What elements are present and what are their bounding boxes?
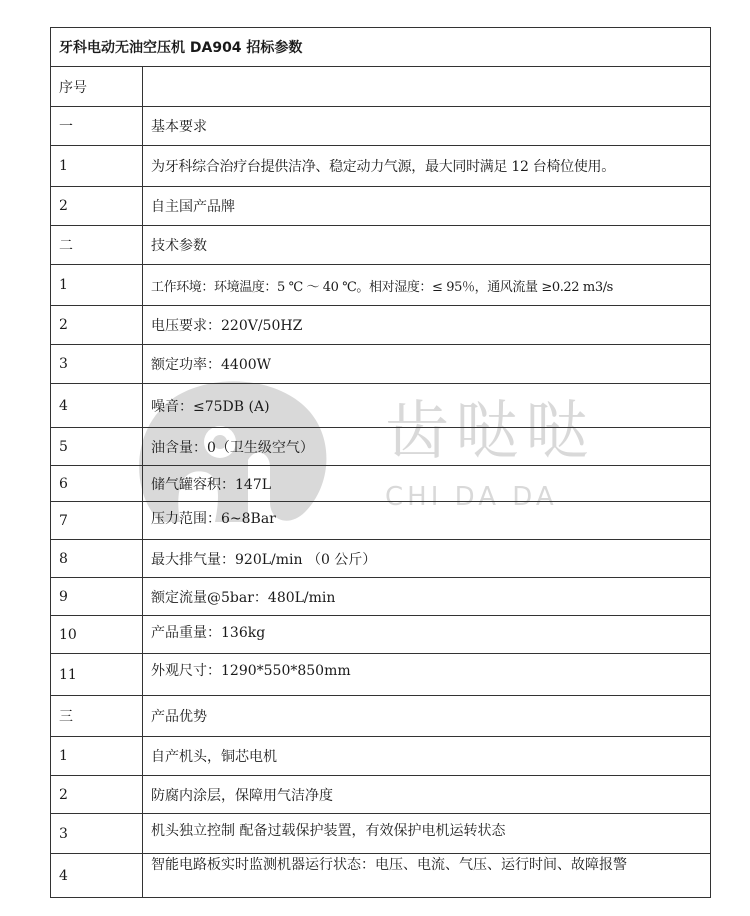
table-row — [51, 466, 711, 502]
table-row — [51, 502, 711, 540]
table-row — [51, 428, 711, 466]
table-row — [51, 814, 711, 854]
table-row — [51, 696, 711, 737]
table-row — [51, 187, 711, 226]
watermark-english: CHI DA DA — [385, 482, 558, 512]
row-content: 额定流量@5bar：480L/min — [143, 578, 711, 616]
row-number: 三 — [51, 696, 143, 737]
table-row — [51, 384, 711, 428]
row-content: 为牙科综合治疗台提供洁净、稳定动力气源，最大同时满足 12 台椅位使用。 — [143, 146, 711, 187]
row-number: 8 — [51, 540, 143, 578]
row-number: 2 — [51, 776, 143, 814]
section-heading: 产品优势 — [143, 696, 711, 737]
table-row — [51, 854, 711, 898]
row-content: 机头独立控制 配备过载保护装置，有效保护电机运转状态 — [143, 814, 711, 854]
row-number: 3 — [51, 345, 143, 384]
row-content: 额定功率：4400W — [143, 345, 711, 384]
row-content: 自主国产品牌 — [143, 187, 711, 226]
row-content: 智能电路板实时监测机器运行状态：电压、电流、气压、运行时间、故障报警 — [143, 854, 711, 898]
row-content: 防腐内涂层，保障用气洁净度 — [143, 776, 711, 814]
table-row — [51, 776, 711, 814]
row-number: 7 — [51, 502, 143, 540]
row-number: 2 — [51, 187, 143, 226]
row-number: 10 — [51, 616, 143, 654]
row-content: 电压要求：220V/50HZ — [143, 306, 711, 345]
row-content: 自产机头，铜芯电机 — [143, 737, 711, 776]
row-number: 4 — [51, 384, 143, 428]
row-content: 外观尺寸：1290*550*850mm — [143, 654, 711, 696]
table-title: 牙科电动无油空压机 DA904 招标参数 — [51, 28, 711, 67]
table-row — [51, 540, 711, 578]
watermark-chinese: 齿哒哒 — [385, 395, 595, 469]
row-content: 最大排气量：920L/min （0 公斤） — [143, 540, 711, 578]
row-content: 储气罐容积：147L — [143, 466, 711, 502]
table-row — [51, 345, 711, 384]
header-number: 序号 — [51, 67, 143, 107]
row-number: 11 — [51, 654, 143, 696]
section-heading: 技术参数 — [143, 226, 711, 265]
row-number: 4 — [51, 854, 143, 898]
row-content: 压力范围：6~8Bar — [143, 502, 711, 540]
row-content: 产品重量：136kg — [143, 616, 711, 654]
row-number: 二 — [51, 226, 143, 265]
table-row — [51, 578, 711, 616]
table-row — [51, 306, 711, 345]
row-number: 2 — [51, 306, 143, 345]
table-row — [51, 146, 711, 187]
table-row — [51, 107, 711, 146]
header-content — [143, 67, 711, 107]
table-row — [51, 654, 711, 696]
row-content: 油含量：0（卫生级空气） — [143, 428, 711, 466]
table-row — [51, 616, 711, 654]
row-number: 3 — [51, 814, 143, 854]
row-number: 一 — [51, 107, 143, 146]
row-number: 1 — [51, 265, 143, 306]
table-row — [51, 226, 711, 265]
section-heading: 基本要求 — [143, 107, 711, 146]
row-number: 6 — [51, 466, 143, 502]
row-content: 噪音：≤75DB (A) — [143, 384, 711, 428]
row-content: 工作环境：环境温度：5 ℃ ～ 40 ℃。相对湿度：≤ 95％，通风流量 ≥0.22 m3/s — [143, 265, 711, 306]
row-number: 1 — [51, 737, 143, 776]
row-number: 1 — [51, 146, 143, 187]
bid-parameter-table — [50, 27, 711, 898]
table-row — [51, 265, 711, 306]
table-row — [51, 737, 711, 776]
row-number: 9 — [51, 578, 143, 616]
row-number: 5 — [51, 428, 143, 466]
